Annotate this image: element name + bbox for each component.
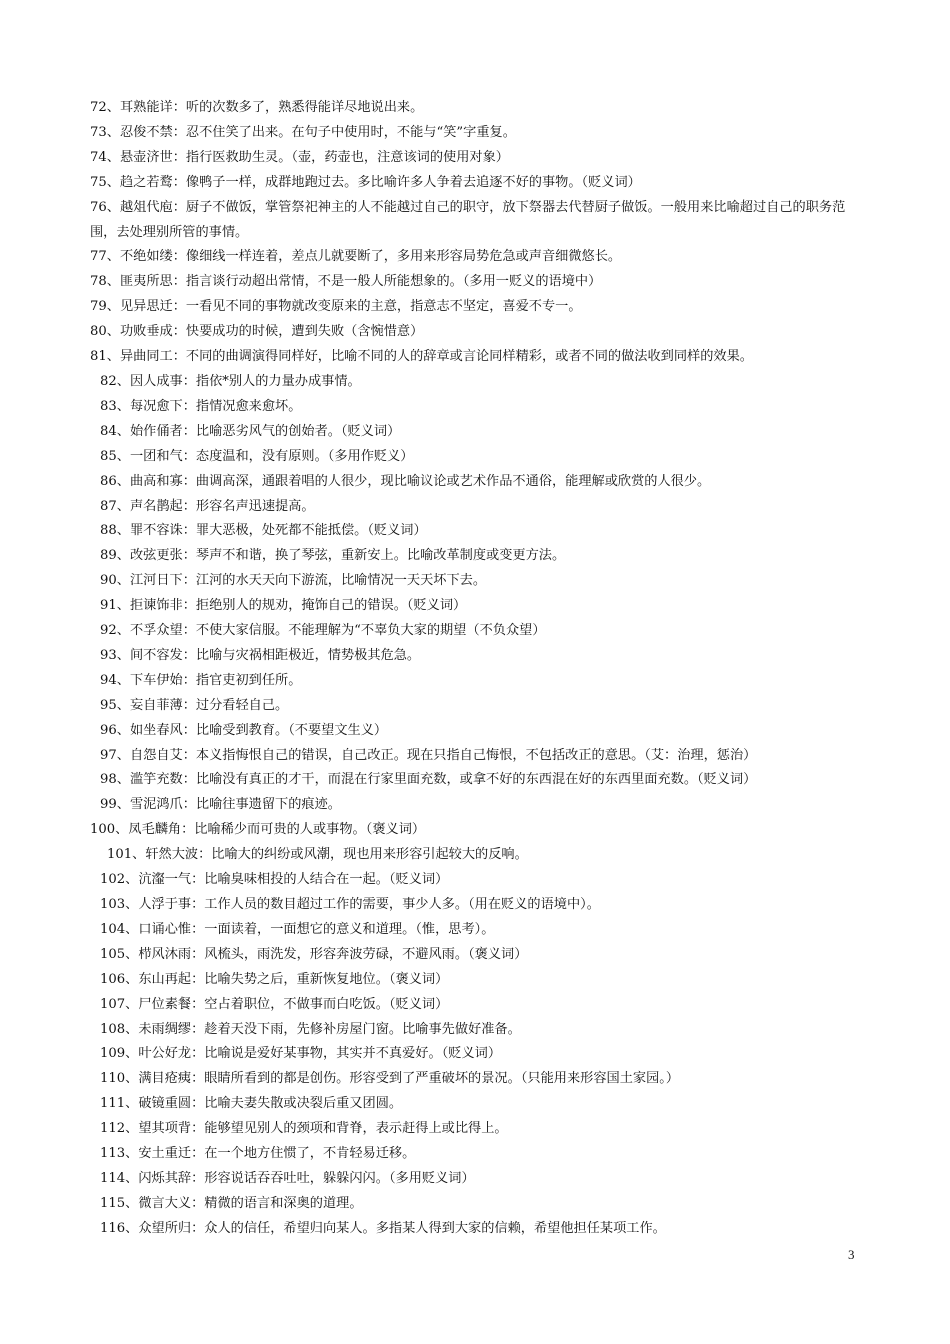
idiom-entry: 91、拒谏饰非：拒绝别人的规劝，掩饰自己的错误。（贬义词） xyxy=(100,598,467,614)
idiom-entry: 115、微言大义：精微的语言和深奥的道理。 xyxy=(100,1195,363,1211)
idiom-entry: 73、忍俊不禁：忍不住笑了出来。在句子中使用时，不能与“笑”字重复。 xyxy=(90,124,516,140)
idiom-entry: 85、一团和气：态度温和，没有原则。（多用作贬义） xyxy=(100,448,414,464)
idiom-entry: 109、叶公好龙：比喻说是爱好某事物，其实并不真爱好。（贬义词） xyxy=(100,1046,502,1062)
idiom-entry: 112、望其项背：能够望见别人的颈项和背脊，表示赶得上或比得上。 xyxy=(100,1121,508,1137)
idiom-entry: 89、改弦更张：琴声不和谐，换了琴弦，重新安上。比喻改革制度或变更方法。 xyxy=(100,548,566,564)
idiom-entry: 83、每况愈下：指情况愈来愈坏。 xyxy=(100,398,302,414)
idiom-entry: 87、声名鹊起：形容名声迅速提高。 xyxy=(100,498,315,514)
idiom-entry: 93、间不容发：比喻与灾祸相距极近，情势极其危急。 xyxy=(100,647,421,663)
idiom-entry: 104、口诵心惟：一面读着，一面想它的意义和道理。（惟，思考）。 xyxy=(100,921,495,937)
idiom-entry: 98、滥竽充数：比喻没有真正的才干，而混在行家里面充数，或拿不好的东西混在好的东西里面充数。（贬义词） xyxy=(100,772,757,788)
idiom-entry: 107、尸位素餐：空占着职位，不做事而白吃饭。（贬义词） xyxy=(100,996,449,1012)
idiom-entry: 80、功败垂成：快要成功的时候，遭到失败（含惋惜意） xyxy=(90,324,424,340)
idiom-entry: 88、罪不容诛：罪大恶极，处死都不能抵偿。（贬义词） xyxy=(100,523,427,539)
idiom-entry: 76、越俎代庖：厨子不做饭，掌管祭祀神主的人不能越过自己的职守，放下祭器去代替厨子做饭。一般用来比喻超过自己的职务范围，去处理别所管的事情。 xyxy=(90,199,846,240)
page-number: 3 xyxy=(848,1247,855,1262)
idiom-entry: 97、自怨自艾：本义指悔恨自己的错误，自己改正。现在只指自己悔恨，不包括改正的意思。（艾：治理，惩治） xyxy=(100,747,757,763)
idiom-entry: 114、闪烁其辞：形容说话吞吞吐吐，躲躲闪闪。（多用贬义词） xyxy=(100,1170,475,1186)
idiom-entry: 95、妄自菲薄：过分看轻自己。 xyxy=(100,697,289,713)
idiom-entry: 81、异曲同工：不同的曲调演得同样好，比喻不同的人的辞章或言论同样精彩，或者不同的做法收到同样的效果。 xyxy=(90,349,753,365)
idiom-entry: 108、未雨绸缪：趁着天没下雨，先修补房屋门窗。比喻事先做好准备。 xyxy=(100,1021,521,1037)
idiom-entry: 79、见异思迁：一看见不同的事物就改变原来的主意，指意志不坚定，喜爱不专一。 xyxy=(90,299,582,315)
idiom-entry: 77、不绝如缕：像细线一样连着，差点儿就要断了，多用来形容局势危急或声音细微悠长。 xyxy=(90,249,622,265)
idiom-entry: 78、匪夷所思：指言谈行动超出常情，不是一般人所能想象的。（多用一贬义的语境中） xyxy=(90,274,602,290)
idiom-entry: 100、凤毛麟角：比喻稀少而可贵的人或事物。（褒义词） xyxy=(90,822,426,838)
idiom-entry: 84、始作俑者：比喻恶劣风气的创始者。（贬义词） xyxy=(100,423,401,439)
idiom-entry: 74、悬壶济世：指行医救助生灵。（壶，药壶也，注意该词的使用对象） xyxy=(90,149,509,165)
idiom-entry: 92、不孚众望：不使大家信服。不能理解为“不辜负大家的期望（不负众望） xyxy=(100,623,546,639)
idiom-entry: 113、安土重迁：在一个地方住惯了，不肯轻易迁移。 xyxy=(100,1146,416,1162)
idiom-entry: 111、破镜重圆：比喻夫妻失散或决裂后重又团圆。 xyxy=(100,1096,403,1112)
idiom-entry: 116、众望所归：众人的信任，希望归向某人。多指某人得到大家的信赖，希望他担任某项工作。 xyxy=(100,1220,666,1236)
idiom-list xyxy=(90,96,865,1242)
idiom-entry: 96、如坐春风：比喻受到教育。（不要望文生义） xyxy=(100,722,388,738)
idiom-entry: 90、江河日下：江河的水天天向下游流，比喻情况一天天坏下去。 xyxy=(100,573,487,589)
idiom-entry: 86、曲高和寡：曲调高深，通跟着唱的人很少，现比喻议论或艺术作品不通俗，能理解或欣赏的人很少。 xyxy=(100,473,711,489)
idiom-entry: 82、因人成事：指依*别人的力量办成事情。 xyxy=(100,373,361,389)
idiom-entry: 101、轩然大波：比喻大的纠纷或风潮，现也用来形容引起较大的反响。 xyxy=(107,847,528,863)
idiom-entry: 110、满目疮痍：眼睛所看到的都是创伤。形容受到了严重破坏的景况。（只能用来形容国土家园。） xyxy=(100,1071,680,1087)
idiom-entry: 103、人浮于事：工作人员的数目超过工作的需要，事少人多。（用在贬义的语境中）。 xyxy=(100,897,600,912)
idiom-entry: 99、雪泥鸿爪：比喻往事遗留下的痕迹。 xyxy=(100,797,341,813)
idiom-entry: 72、耳熟能详：听的次数多了，熟悉得能详尽地说出来。 xyxy=(90,100,424,115)
idiom-entry: 75、趋之若鹜：像鸭子一样，成群地跑过去。多比喻许多人争着去追逐不好的事物。（贬义词） xyxy=(90,174,641,190)
idiom-entry: 106、东山再起：比喻失势之后，重新恢复地位。（褒义词） xyxy=(100,971,449,987)
idiom-entry: 94、下车伊始：指官吏初到任所。 xyxy=(100,672,302,688)
idiom-entry: 105、栉风沐雨：风梳头，雨洗发，形容奔波劳碌，不避风雨。（褒义词） xyxy=(100,946,528,962)
idiom-entry: 102、沆瀣一气：比喻臭味相投的人结合在一起。（贬义词） xyxy=(100,872,449,888)
